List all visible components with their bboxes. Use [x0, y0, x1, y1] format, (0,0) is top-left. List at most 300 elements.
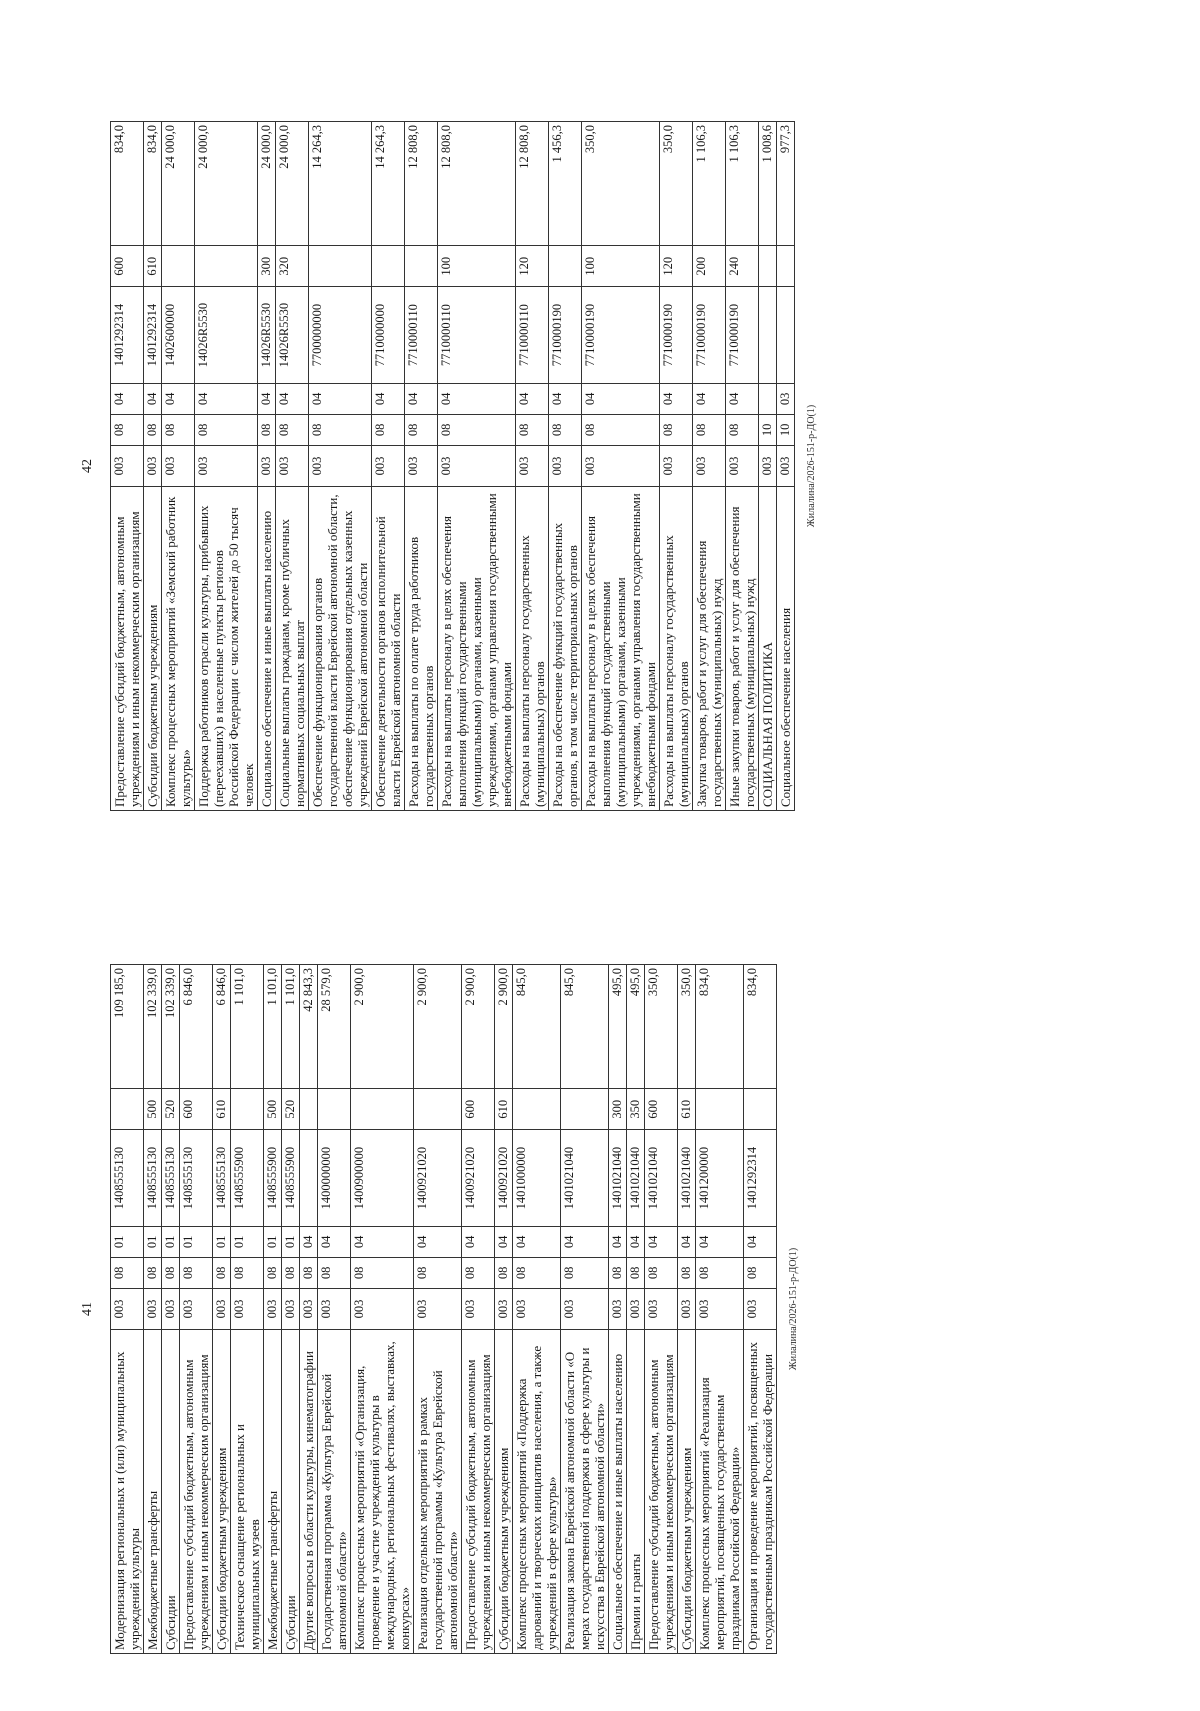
subsection-code: 04 — [414, 1226, 462, 1257]
section-code: 08 — [180, 1257, 213, 1288]
section-code: 08 — [162, 1257, 180, 1288]
ministry-code: 003 — [582, 445, 660, 486]
target-article: 1408555130 — [180, 1130, 213, 1226]
subsection-code: 04 — [438, 383, 516, 414]
table-row — [495, 965, 513, 1654]
amount: 24 000,0 — [195, 122, 258, 246]
page-number: 42 — [80, 459, 95, 473]
section-code: 08 — [351, 1257, 414, 1288]
subsection-code: 04 — [513, 1226, 561, 1257]
expense-type: 120 — [660, 246, 693, 287]
table-row — [678, 965, 696, 1654]
expense-type — [549, 246, 582, 287]
target-article: 1401021040 — [645, 1130, 678, 1226]
ministry-code: 003 — [264, 1288, 282, 1329]
table-row — [195, 122, 258, 811]
section-code: 08 — [111, 1257, 144, 1288]
subsection-code: 04 — [678, 1226, 696, 1257]
target-article: 1400921020 — [495, 1130, 513, 1226]
table-row — [582, 122, 660, 811]
expense-type: 100 — [438, 246, 516, 287]
section-code: 08 — [405, 414, 438, 445]
section-code: 08 — [549, 414, 582, 445]
ministry-code: 003 — [144, 1288, 162, 1329]
page-41 — [80, 964, 799, 1654]
expense-type — [351, 1089, 414, 1130]
page-footer: Жилалина/2026-151-р-ДО(1) — [788, 1247, 799, 1371]
section-code: 08 — [162, 414, 195, 445]
target-article: 1408555900 — [282, 1130, 300, 1226]
expense-type — [162, 246, 195, 287]
section-code: 08 — [726, 414, 759, 445]
amount: 24 000,0 — [258, 122, 276, 246]
amount: 845,0 — [561, 965, 609, 1089]
amount: 109 185,0 — [111, 965, 144, 1089]
expense-type — [111, 1089, 144, 1130]
expense-type: 300 — [258, 246, 276, 287]
ministry-code: 003 — [744, 1288, 777, 1329]
target-article: 1401000000 — [513, 1130, 561, 1226]
table-row — [645, 965, 678, 1654]
subsection-code: 04 — [300, 1226, 318, 1257]
ministry-code: 003 — [759, 445, 777, 486]
table-row — [513, 965, 561, 1654]
target-article: 1401292314 — [144, 287, 162, 383]
table-row — [462, 965, 495, 1654]
amount: 12 808,0 — [438, 122, 516, 246]
subsection-code: 04 — [609, 1226, 627, 1257]
ministry-code: 003 — [162, 1288, 180, 1329]
amount: 2 900,0 — [414, 965, 462, 1089]
amount: 12 808,0 — [405, 122, 438, 246]
ministry-code: 003 — [513, 1288, 561, 1329]
row-description: Организация и проведение мероприятий, посвященных государственным праздникам Российской Федерации — [744, 1330, 777, 1654]
expense-type: 500 — [264, 1089, 282, 1130]
ministry-code: 003 — [696, 1288, 744, 1329]
row-description: Закупка товаров, работ и услуг для обеспечения государственных (муниципальных) нужд — [693, 487, 726, 811]
table-row — [144, 122, 162, 811]
subsection-code: 04 — [405, 383, 438, 414]
expense-type — [405, 246, 438, 287]
ministry-code: 003 — [111, 445, 144, 486]
amount: 1 101,0 — [282, 965, 300, 1089]
table-row — [300, 965, 318, 1654]
amount: 495,0 — [627, 965, 645, 1089]
expense-type — [300, 1089, 318, 1130]
row-description: Субсидии бюджетным учреждениям — [495, 1330, 513, 1654]
ministry-code: 003 — [180, 1288, 213, 1329]
target-article: 1400921020 — [414, 1130, 462, 1226]
table-row — [516, 122, 549, 811]
target-article: 7710000110 — [516, 287, 549, 383]
row-description: Предоставление субсидий бюджетным, автономным учреждениям и иным некоммерческим организациям — [645, 1330, 678, 1654]
target-article: 1401021040 — [561, 1130, 609, 1226]
target-article: 1400900000 — [351, 1130, 414, 1226]
ministry-code: 003 — [195, 445, 258, 486]
expense-type — [309, 246, 372, 287]
row-description: Предоставление субсидий бюджетным, автономным учреждениям и иным некоммерческим организациям — [462, 1330, 495, 1654]
table-row — [351, 965, 414, 1654]
amount: 350,0 — [660, 122, 693, 246]
target-article: 1408555130 — [162, 1130, 180, 1226]
table-row — [726, 122, 759, 811]
amount: 834,0 — [144, 122, 162, 246]
subsection-code: 04 — [162, 383, 195, 414]
row-description: Расходы на выплаты персоналу в целях обеспечения выполнения функций государственными (муниципальными) органами, казенными учреждениями, органами управления государственными внебюджетными фондами — [438, 487, 516, 811]
ministry-code: 003 — [693, 445, 726, 486]
row-description: Премии и гранты — [627, 1330, 645, 1654]
row-description: Субсидии бюджетным учреждениям — [144, 487, 162, 811]
budget-table — [110, 964, 777, 1654]
expense-type: 500 — [144, 1089, 162, 1130]
expense-type — [195, 246, 258, 287]
subsection-code — [759, 383, 777, 414]
table-row — [609, 965, 627, 1654]
table-row — [264, 965, 282, 1654]
section-code: 08 — [144, 1257, 162, 1288]
row-description: Государственная программа «Культура Еврейской автономной области» — [318, 1330, 351, 1654]
ministry-code: 003 — [462, 1288, 495, 1329]
target-article: 14026R5530 — [195, 287, 258, 383]
target-article — [759, 287, 777, 383]
row-description: Реализация отдельных мероприятий в рамках государственной программы «Культура Еврейской автономной области» — [414, 1330, 462, 1654]
amount: 1 101,0 — [231, 965, 264, 1089]
row-description: Расходы на выплаты персоналу в целях обеспечения выполнения функций государственными (муниципальными) органами, казенными учреждениями, органами управления государственными внебюджетными фондами — [582, 487, 660, 811]
table-row — [318, 965, 351, 1654]
table-row — [414, 965, 462, 1654]
expense-type — [414, 1089, 462, 1130]
amount: 1 106,3 — [726, 122, 759, 246]
ministry-code: 003 — [438, 445, 516, 486]
subsection-code: 04 — [693, 383, 726, 414]
row-description: Расходы на обеспечение функций государственных органов, в том числе территориальных органов — [549, 487, 582, 811]
row-description: Комплекс процессных мероприятий «Реализация мероприятий, посвященных государственным праздникам Российской Федерации» — [696, 1330, 744, 1654]
row-description: Техническое оснащение региональных и муниципальных музеев — [231, 1330, 264, 1654]
ministry-code: 003 — [300, 1288, 318, 1329]
section-code: 08 — [678, 1257, 696, 1288]
section-code: 08 — [513, 1257, 561, 1288]
amount: 2 900,0 — [462, 965, 495, 1089]
ministry-code: 003 — [258, 445, 276, 486]
section-code: 08 — [213, 1257, 231, 1288]
ministry-code: 003 — [231, 1288, 264, 1329]
target-article: 7710000000 — [372, 287, 405, 383]
ministry-code: 003 — [414, 1288, 462, 1329]
row-description: Социальное обеспечение населения — [777, 487, 795, 811]
subsection-code: 01 — [213, 1226, 231, 1257]
row-description: Комплекс процессных мероприятий «Организация, проведение и участие учреждений культуры в международных, региональных фестивалях, выставках, конкурсах» — [351, 1330, 414, 1654]
section-code: 08 — [516, 414, 549, 445]
ministry-code: 003 — [111, 1288, 144, 1329]
amount: 102 339,0 — [144, 965, 162, 1089]
row-description: Реализация закона Еврейской автономной области «О мерах государственной поддержки в сфере культуры и искусства в Еврейской автономной области» — [561, 1330, 609, 1654]
amount: 24 000,0 — [276, 122, 309, 246]
target-article: 7710000190 — [549, 287, 582, 383]
subsection-code: 04 — [744, 1226, 777, 1257]
amount: 14 264,3 — [309, 122, 372, 246]
target-article: 1401200000 — [696, 1130, 744, 1226]
target-article: 1408555130 — [144, 1130, 162, 1226]
amount: 350,0 — [645, 965, 678, 1089]
amount: 1 106,3 — [693, 122, 726, 246]
table-row — [438, 122, 516, 811]
amount: 2 900,0 — [351, 965, 414, 1089]
subsection-code: 04 — [627, 1226, 645, 1257]
amount: 102 339,0 — [162, 965, 180, 1089]
row-description: Субсидии бюджетным учреждениям — [213, 1330, 231, 1654]
subsection-code: 01 — [144, 1226, 162, 1257]
target-article: 1401292314 — [111, 287, 144, 383]
section-code: 08 — [696, 1257, 744, 1288]
section-code: 08 — [300, 1257, 318, 1288]
expense-type — [513, 1089, 561, 1130]
subsection-code: 04 — [372, 383, 405, 414]
subsection-code: 04 — [582, 383, 660, 414]
ministry-code: 003 — [777, 445, 795, 486]
table-row — [276, 122, 309, 811]
ministry-code: 003 — [549, 445, 582, 486]
amount: 834,0 — [111, 122, 144, 246]
table-row — [111, 965, 144, 1654]
expense-type: 350 — [627, 1089, 645, 1130]
amount: 350,0 — [582, 122, 660, 246]
page-number: 41 — [80, 1302, 95, 1316]
row-description: Межбюджетные трансферты — [144, 1330, 162, 1654]
table-row — [759, 122, 777, 811]
section-code: 08 — [264, 1257, 282, 1288]
subsection-code: 04 — [561, 1226, 609, 1257]
table-row — [372, 122, 405, 811]
subsection-code: 01 — [162, 1226, 180, 1257]
subsection-code: 01 — [111, 1226, 144, 1257]
target-article: 1400000000 — [318, 1130, 351, 1226]
budget-table — [110, 121, 795, 811]
expense-type: 100 — [582, 246, 660, 287]
expense-type: 520 — [282, 1089, 300, 1130]
section-code: 08 — [111, 414, 144, 445]
table-row — [777, 122, 795, 811]
subsection-code: 03 — [777, 383, 795, 414]
row-description: Субсидии — [162, 1330, 180, 1654]
row-description: Обеспечение деятельности органов исполнительной власти Еврейской автономной области — [372, 487, 405, 811]
amount: 12 808,0 — [516, 122, 549, 246]
subsection-code: 04 — [309, 383, 372, 414]
row-description: Субсидии бюджетным учреждениям — [678, 1330, 696, 1654]
amount: 1 008,6 — [759, 122, 777, 246]
expense-type — [231, 1089, 264, 1130]
expense-type: 520 — [162, 1089, 180, 1130]
row-description: Расходы на выплаты по оплате труда работников государственных органов — [405, 487, 438, 811]
subsection-code: 04 — [645, 1226, 678, 1257]
target-article: 14026R5530 — [258, 287, 276, 383]
table-row — [162, 122, 195, 811]
section-code: 08 — [144, 414, 162, 445]
expense-type: 600 — [180, 1089, 213, 1130]
expense-type: 610 — [678, 1089, 696, 1130]
table-row — [561, 965, 609, 1654]
subsection-code: 04 — [696, 1226, 744, 1257]
row-description: Предоставление субсидий бюджетным, автономным учреждениям и иным некоммерческим организациям — [111, 487, 144, 811]
row-description: СОЦИАЛЬНАЯ ПОЛИТИКА — [759, 487, 777, 811]
section-code: 08 — [414, 1257, 462, 1288]
table-row — [144, 965, 162, 1654]
subsection-code: 01 — [264, 1226, 282, 1257]
row-description: Расходы на выплаты персоналу государственных (муниципальных) органов — [516, 487, 549, 811]
table-row — [282, 965, 300, 1654]
target-article: 7710000190 — [582, 287, 660, 383]
target-article: 7710000110 — [405, 287, 438, 383]
ministry-code: 003 — [609, 1288, 627, 1329]
expense-type — [777, 246, 795, 287]
table-row — [111, 122, 144, 811]
ministry-code: 003 — [660, 445, 693, 486]
table-row — [405, 122, 438, 811]
ministry-code: 003 — [726, 445, 759, 486]
section-code: 08 — [693, 414, 726, 445]
ministry-code: 003 — [645, 1288, 678, 1329]
ministry-code: 003 — [276, 445, 309, 486]
section-code: 08 — [609, 1257, 627, 1288]
subsection-code: 04 — [660, 383, 693, 414]
section-code: 10 — [759, 414, 777, 445]
ministry-code: 003 — [162, 445, 195, 486]
row-description: Социальное обеспечение и иные выплаты населению — [609, 1330, 627, 1654]
subsection-code: 04 — [495, 1226, 513, 1257]
target-article: 1408555900 — [231, 1130, 264, 1226]
amount: 24 000,0 — [162, 122, 195, 246]
subsection-code: 04 — [351, 1226, 414, 1257]
subsection-code: 04 — [276, 383, 309, 414]
amount: 14 264,3 — [372, 122, 405, 246]
ministry-code: 003 — [282, 1288, 300, 1329]
subsection-code: 04 — [549, 383, 582, 414]
row-description: Поддержка работников отрасли культуры, прибывших (переехавших) в населенные пункты регионов Российской Федерации с числом жителей до 50 тысяч человек — [195, 487, 258, 811]
target-article: 1402600000 — [162, 287, 195, 383]
expense-type: 610 — [144, 246, 162, 287]
amount: 2 900,0 — [495, 965, 513, 1089]
subsection-code: 04 — [462, 1226, 495, 1257]
target-article: 7710000110 — [438, 287, 516, 383]
row-description: Другие вопросы в области культуры, кинематографии — [300, 1330, 318, 1654]
section-code: 08 — [495, 1257, 513, 1288]
section-code: 10 — [777, 414, 795, 445]
expense-type: 600 — [111, 246, 144, 287]
table-row — [744, 965, 777, 1654]
amount: 834,0 — [696, 965, 744, 1089]
section-code: 08 — [561, 1257, 609, 1288]
table-row — [696, 965, 744, 1654]
ministry-code: 003 — [516, 445, 549, 486]
row-description: Обеспечение функционирования органов государственной власти Еврейской автономной области, обеспечение функционирования отдельных казенных учреждений Еврейской автономной области — [309, 487, 372, 811]
target-article: 1401021040 — [609, 1130, 627, 1226]
page-42 — [80, 121, 817, 811]
table-row — [627, 965, 645, 1654]
table-row — [258, 122, 276, 811]
subsection-code: 04 — [111, 383, 144, 414]
target-article: 7710000190 — [693, 287, 726, 383]
target-article: 1408555900 — [264, 1130, 282, 1226]
subsection-code: 04 — [195, 383, 258, 414]
expense-type: 610 — [213, 1089, 231, 1130]
subsection-code: 01 — [180, 1226, 213, 1257]
ministry-code: 003 — [351, 1288, 414, 1329]
ministry-code: 003 — [372, 445, 405, 486]
row-description: Расходы на выплаты персоналу государственных (муниципальных) органов — [660, 487, 693, 811]
subsection-code: 01 — [282, 1226, 300, 1257]
subsection-code: 04 — [318, 1226, 351, 1257]
expense-type: 600 — [645, 1089, 678, 1130]
table-row — [231, 965, 264, 1654]
expense-type: 300 — [609, 1089, 627, 1130]
table-row — [549, 122, 582, 811]
expense-type: 200 — [693, 246, 726, 287]
section-code: 08 — [645, 1257, 678, 1288]
section-code: 08 — [231, 1257, 264, 1288]
row-description: Социальное обеспечение и иные выплаты населению — [258, 487, 276, 811]
section-code: 08 — [195, 414, 258, 445]
section-code: 08 — [438, 414, 516, 445]
amount: 350,0 — [678, 965, 696, 1089]
ministry-code: 003 — [144, 445, 162, 486]
ministry-code: 003 — [213, 1288, 231, 1329]
expense-type: 120 — [516, 246, 549, 287]
subsection-code: 04 — [516, 383, 549, 414]
amount: 495,0 — [609, 965, 627, 1089]
amount: 1 101,0 — [264, 965, 282, 1089]
section-code: 08 — [582, 414, 660, 445]
amount: 977,3 — [777, 122, 795, 246]
row-description: Субсидии — [282, 1330, 300, 1654]
section-code: 08 — [744, 1257, 777, 1288]
section-code: 08 — [258, 414, 276, 445]
section-code: 08 — [372, 414, 405, 445]
section-code: 08 — [282, 1257, 300, 1288]
section-code: 08 — [462, 1257, 495, 1288]
ministry-code: 003 — [561, 1288, 609, 1329]
row-description: Комплекс процессных мероприятий «Земский работник культуры» — [162, 487, 195, 811]
target-article — [300, 1130, 318, 1226]
expense-type: 320 — [276, 246, 309, 287]
ministry-code: 003 — [318, 1288, 351, 1329]
row-description: Модернизация региональных и (или) муниципальных учреждений культуры — [111, 1330, 144, 1654]
target-article: 7710000190 — [726, 287, 759, 383]
expense-type — [372, 246, 405, 287]
row-description: Предоставление субсидий бюджетным, автономным учреждениям и иным некоммерческим организациям — [180, 1330, 213, 1654]
amount: 42 843,3 — [300, 965, 318, 1089]
section-code: 08 — [276, 414, 309, 445]
amount: 1 456,3 — [549, 122, 582, 246]
expense-type — [561, 1089, 609, 1130]
amount: 834,0 — [744, 965, 777, 1089]
section-code: 08 — [660, 414, 693, 445]
row-description: Социальные выплаты гражданам, кроме публичных нормативных социальных выплат — [276, 487, 309, 811]
page-footer: Жилалина/2026-151-р-ДО(1) — [806, 404, 817, 528]
table-row — [693, 122, 726, 811]
ministry-code: 003 — [678, 1288, 696, 1329]
target-article: 1401021040 — [627, 1130, 645, 1226]
table-row — [660, 122, 693, 811]
subsection-code: 04 — [258, 383, 276, 414]
target-article: 1408555130 — [213, 1130, 231, 1226]
expense-type — [318, 1089, 351, 1130]
row-description: Комплекс процессных мероприятий «Поддержка дарований и творческих инициатив населения, а также учреждений в сфере культуры» — [513, 1330, 561, 1654]
expense-type: 240 — [726, 246, 759, 287]
ministry-code: 003 — [309, 445, 372, 486]
section-code: 08 — [309, 414, 372, 445]
target-article: 7710000190 — [660, 287, 693, 383]
ministry-code: 003 — [495, 1288, 513, 1329]
table-row — [309, 122, 372, 811]
